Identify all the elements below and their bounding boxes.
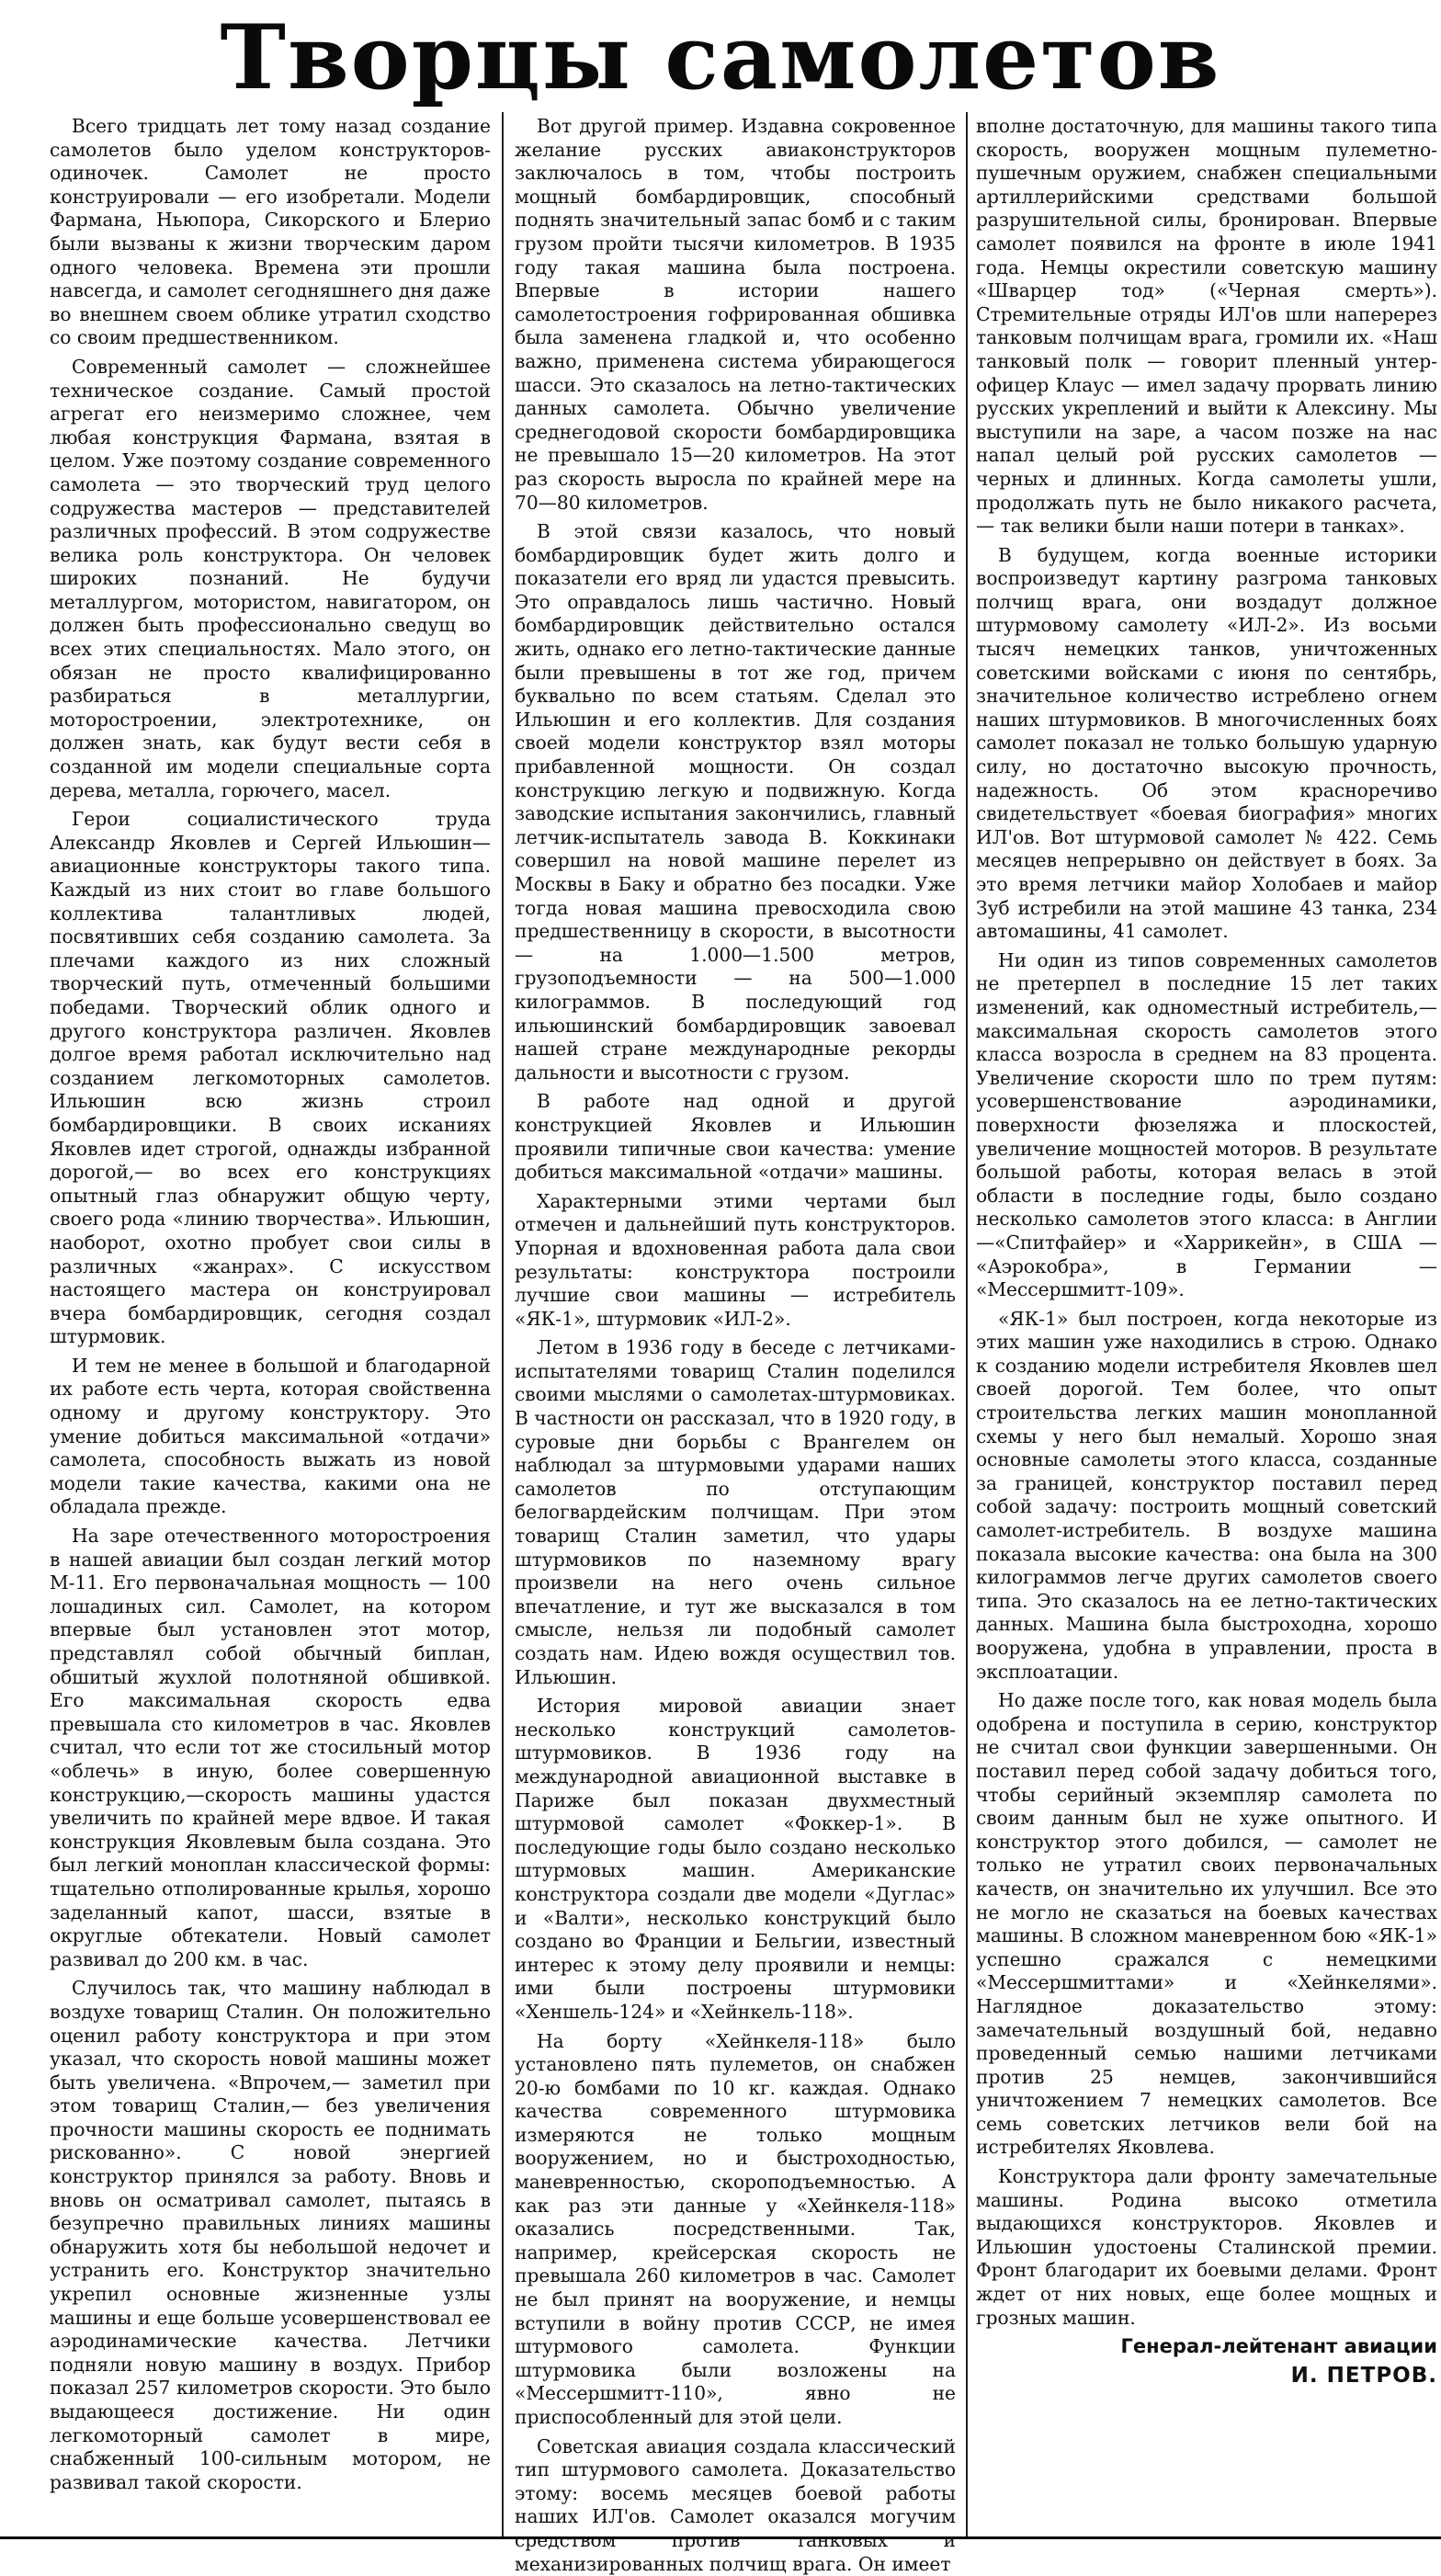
paragraph: Летом в 1936 году в беседе с летчиками-испытателями товарищ Сталин поделился своими мыслями о самолетах-штурмовиках. В частности он рассказал, что в 1920 году, в суровые дни борьбы с Врангелем он наблюдал за штурмовыми ударами наших самолетов по отступающим белогвардейским полчищам. При этом товарищ Сталин заметил, что удары штурмовиков по наземному врагу произвели на него очень сильное впечатление, и тут же высказался в том смысле, нельзя ли подобный самолет создать нам. Идею вождя осуществил тов. Ильюшин.: [515, 1336, 956, 1688]
paragraph: На борту «Хейнкеля-118» было установлено пять пулеметов, он снабжен 20-ю бомбами по 10 кг. каждая. Однако качества современного штурмовика измеряются не только мощным вооружением, но и быстроходностью, маневренностью, скороподъемностью. А как раз эти данные у «Хейнкеля-118» оказались посредственными. Так, например, крейсерская скорость не превышала 260 километров в час. Самолет не был принят на вооружение, и немцы вступили в войну против СССР, не имея штурмового самолета. Функции штурмовика были возложены на «Мессершмитт-110», явно не приспособленный для этой цели.: [515, 2029, 956, 2428]
author-rank: Генерал-лейтенант авиации: [1120, 2335, 1437, 2358]
paragraph: В работе над одной и другой конструкцией Яковлев и Ильюшин проявили типичные свои качества: умение добиться максимальной «отдачи» машины.: [515, 1090, 956, 1184]
paragraph: Вот другой пример. Издавна сокровенное желание русских авиаконструкторов заключалось в том, чтобы построить мощный бомбардировщик, способный поднять значительный запас бомб и с таким грузом пройти тысячи километров. В 1935 году такая машина была построена. Впервые в истории нашего самолетостроения гофрированная обшивка была заменена гладкой и, что особенно важно, применена система убирающегося шасси. Это сказалось на летно-тактических данных самолета. Обычно увеличение среднегодовой скорости бомбардировщика не превышало 15—20 километров. На этот раз скорость выросла по крайней мере на 70—80 километров.: [515, 115, 956, 514]
paragraph: Ни один из типов современных самолетов не претерпел в последние 15 лет таких изменений, как одноместный истребитель,— максимальная скорость самолетов этого класса возросла в среднем на 83 процента. Увеличение скорости шло по трем путям: усовершенствование аэродинамики, поверхности фюзеляжа и плоскостей, увеличение мощностей моторов. В результате большой работы, которая велась в этой области в последние годы, было создано несколько самолетов этого класса: в Англии—«Спитфайер» и «Харрикейн», в США — «Аэрокобра», в Германии — «Мессершмитт-109».: [976, 948, 1437, 1301]
column-divider-2: [966, 112, 968, 2538]
paragraph: На заре отечественного моторостроения в нашей авиации был создан легкий мотор М-11. Его первоначальная мощность — 100 лошадиных сил. Самолет, на котором впервые был установлен этот мотор, представлял собой обычный биплан, обшитый жухлой полотняной обшивкой. Его максимальная скорость едва превышала сто километров в час. Яковлев считал, что если тот же стосильный мотор «облечь» в иную, более совершенную конструкцию,—скорость машины удастся увеличить по крайней мере вдвое. И такая конструкция Яковлевым была создана. Это был легкий моноплан классической формы: тщательно отполированные крылья, хорошо заделанный капот, шасси, взятые в округлые обтекатели. Новый самолет развивал до 200 км. в час.: [50, 1525, 491, 1970]
paragraph: В этой связи казалось, что новый бомбардировщик будет жить долго и показатели его вряд ли удастся превысить. Это оправдалось лишь частично. Новый бомбардировщик действительно остался жить, однако его летно-тактические данные были превышены в тот же год, причем буквально по всем статьям. Сделал это Ильюшин и его коллектив. Для создания своей модели конструктор взял моторы прибавленной мощности. Он создал конструкцию легкую и подвижную. Когда заводские испытания закончились, главный летчик-испытатель завода В. Коккинаки совершил на новой машине перелет из Москвы в Баку и обратно без посадки. Уже тогда новая машина превосходила свою предшественницу в скорости, в высотности — на 1.000—1.500 метров, грузоподъемности — на 500—1.000 килограммов. В последующий год ильюшинский бомбардировщик завоевал нашей стране международные рекорды дальности и высотности с грузом.: [515, 520, 956, 1084]
paragraph: вполне достаточную, для машины такого типа скорость, вооружен мощным пулеметно-пушечным оружием, снабжен специальными артиллерийскими средствами большой разрушительной силы, бронирован. Впервые самолет появился на фронте в июле 1941 года. Немцы окрестили советскую машину «Шварцер тод» («Черная смерть»). Стремительные отряды ИЛ'ов шли наперерез танковым полчищам врага, громили их. «Наш танковый полк — говорит пленный унтер-офицер Клаус — имел задачу прорвать линию русских укреплений и выйти к Алексину. Мы выступили на заре, а часом позже на нас напал целый рой русских самолетов — черных и длинных. Когда самолеты ушли, продолжать путь не было никакого расчета, — так велики были наши потери в танках».: [976, 115, 1437, 538]
paragraph: Случилось так, что машину наблюдал в воздухе товарищ Сталин. Он положительно оценил работу конструктора и при этом указал, что скорость новой машины может быть увеличена. «Впрочем,— заметил при этом товарищ Сталин,— без увеличения прочности машины скорость ее поднимать рискованно». С новой энергией конструктор принялся за работу. Вновь и вновь он осматривал самолет, пытаясь в безупречно правильных линиях машины обнаружить хотя бы небольшой недочет и устранить его. Конструктор значительно укрепил основные жизненные узлы машины и еще больше усовершенствовал ее аэродинамические качества. Летчики подняли новую машину в воздух. Прибор показал 257 километров скорости. Это было выдающееся достижение. Ни один легкомоторный самолет в мире, снабженный 100-сильным мотором, не развивал такой скорости.: [50, 1977, 491, 2493]
paragraph: Конструктора дали фронту замечательные машины. Родина высоко отметила выдающихся конструкторов. Яковлев и Ильюшин удостоены Сталинской премии. Фронт благодарит их боевыми делами. Фронт ждет от них новых, еще более мощных и грозных машин.: [976, 2165, 1437, 2329]
paragraph: История мировой авиации знает несколько конструкций самолетов-штурмовиков. В 1936 году на международной авиационной выставке в Париже был показан двухместный штурмовой самолет «Фоккер-1». В последующие годы было создано несколько штурмовых машин. Американские конструктора создали две модели «Дуглас» и «Валти», несколько конструкций было создано во Франции и Бельгии, известный интерес к этому делу проявили и немцы: ими были построены штурмовики «Хеншель-124» и «Хейнкель-118».: [515, 1695, 956, 2023]
paragraph: Характерными этими чертами был отмечен и дальнейший путь конструкторов. Упорная и вдохновенная работа дала свои результаты: конструктора построили лучшие свои машины — истребитель «ЯК-1», штурмовик «ИЛ-2».: [515, 1189, 956, 1330]
paragraph: Но даже после того, как новая модель была одобрена и поступила в серию, конструктор не считал свои функции завершенными. Он поставил перед собой задачу добиться того, чтобы серийный экземпляр самолета по своим данным был не хуже опытного. И конструктор этого добился, — самолет не только не утратил своих первоначальных качеств, он значительно их улучшил. Все это не могло не сказаться на боевых качествах машины. В сложном маневренном бою «ЯК-1» успешно сражался с немецкими «Мессершмиттами» и «Хейнкелями». Наглядное доказательство этому: замечательный воздушный бой, недавно проведенный семью нашими летчиками против 25 немцев, закончившийся уничтожением 7 немецких самолетов. Все семь советских летчиков вели бой на истребителях Яковлева.: [976, 1689, 1437, 2159]
column-divider-1: [502, 112, 504, 2538]
article-headline: Творцы самолетов: [220, 6, 1221, 109]
bottom-rule: [0, 2536, 1441, 2539]
paragraph: В будущем, когда военные историки воспроизведут картину разгрома танковых полчищ врага, они воздадут должное штурмовому самолету «ИЛ-2». Из восьми тысяч немецких танков, уничтоженных советскими войсками с июня по сентябрь, значительное количество истреблено огнем наших штурмовиков. В многочисленных боях самолет показал не только большую ударную силу, но достаточно высокую прочность, надежность. Об этом красноречиво свидетельствует «боевая биография» многих ИЛ'ов. Вот штурмовой самолет № 422. Семь месяцев непрерывно он действует в боях. За это время летчики майор Холобаев и майор Зуб истребили на этой машине 43 танка, 234 автомашины, 41 самолет.: [976, 543, 1437, 943]
paragraph: Советская авиация создала классический тип штурмового самолета. Доказательство этому: восемь месяцев боевой работы наших ИЛ'ов. Самолет оказался могучим средством против танковых и механизированных полчищ врага. Он имеет: [515, 2434, 956, 2575]
article-column-1: [50, 115, 491, 2532]
paragraph: Герои социалистического труда Александр Яковлев и Сергей Ильюшин—авиационные конструкторы такого типа. Каждый из них стоит во главе большого коллектива талантливых людей, посвятивших себя созданию самолета. За плечами каждого из них сложный творческий путь, отмеченный большими победами. Творческий облик одного и другого конструктора различен. Яковлев долгое время работал исключительно над созданием легкомоторных самолетов. Ильюшин всю жизнь строил бомбардировщики. В своих исканиях Яковлев идет строгой, однажды избранной дорогой,— во всех его конструкциях опытный глаз обнаружит общую черту, своего рода «линию творчества». Ильюшин, наоборот, охотно пробует свои силы в различных «жанрах». С искусством настоящего мастера он конструировал вчера бомбардировщик, сегодня создал штурмовик.: [50, 808, 491, 1348]
article-column-2: [515, 115, 956, 2575]
author-name: И. ПЕТРОВ.: [1290, 2363, 1437, 2388]
article-column-3: [976, 115, 1437, 2532]
paragraph: И тем не менее в большой и благодарной их работе есть черта, которая свойственна одному и другому конструктору. Это умение добиться максимальной «отдачи» самолета, способность выжать из новой модели такие качества, какими она не обладала прежде.: [50, 1354, 491, 1518]
paragraph: Всего тридцать лет тому назад создание самолетов было уделом конструкторов-одиночек. Самолет не просто конструировали — его изобретали. Модели Фармана, Ньюпора, Сикорского и Блерио были вызваны к жизни творческим даром одного человека. Времена эти прошли навсегда, и самолет сегодняшнего дня даже во внешнем своем облике утратил сходство со своим предшественником.: [50, 115, 491, 349]
paragraph: «ЯК-1» был построен, когда некоторые из этих машин уже находились в строю. Однако к созданию модели истребителя Яковлев шел своей дорогой. Тем более, что опыт строительства легких машин монопланной схемы у него был немалый. Хорошо зная основные самолеты этого класса, созданные за границей, конструктор поставил перед собой задачу: построить мощный советский самолет-истребитель. В воздухе машина показала высокие качества: она была на 300 килограммов легче других самолетов своего типа. Это сказалось на ее летно-тактических данных. Машина была быстроходна, хорошо вооружена, удобна в управлении, проста в эксплоатации.: [976, 1307, 1437, 1683]
paragraph: Современный самолет — сложнейшее техническое создание. Самый простой агрегат его неизмеримо сложнее, чем любая конструкция Фармана, взятая в целом. Уже поэтому создание современного самолета — это творческий труд целого содружества мастеров — представителей различных профессий. В этом содружестве велика роль конструктора. Он человек широких познаний. Не будучи металлургом, мотористом, навигатором, он должен быть профессионально сведущ во всех этих специальностях. Мало этого, он обязан не просто квалифицированно разбираться в металлургии, моторостроении, электротехнике, он должен знать, как будут вести себя в созданной им модели специальные сорта дерева, металла, горючего, масел.: [50, 355, 491, 801]
